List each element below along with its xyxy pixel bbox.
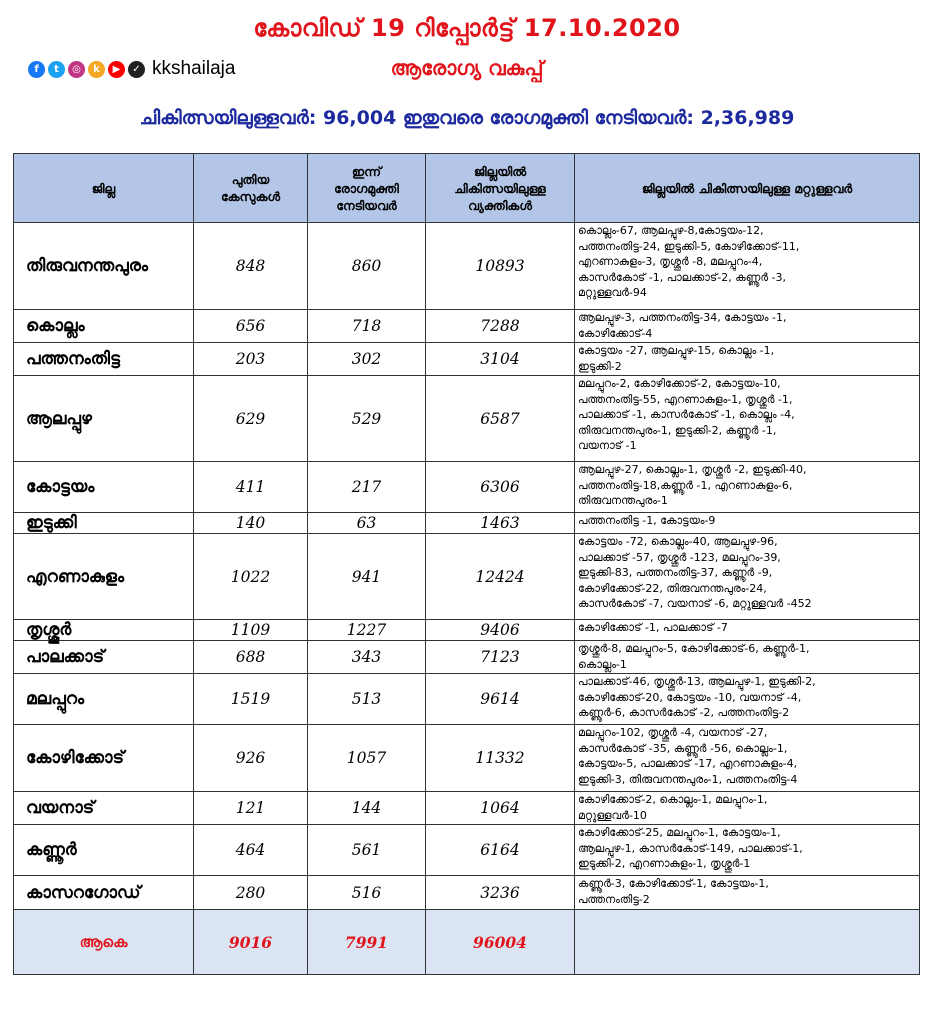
- recovered-value: 941: [308, 534, 426, 620]
- new-cases-value: 203: [194, 343, 308, 376]
- recovered-value: 1057: [308, 725, 426, 792]
- active-value: 7288: [426, 310, 575, 343]
- active-value: 1064: [426, 792, 575, 825]
- facebook-icon[interactable]: f: [28, 61, 45, 78]
- others-line: ഇടുക്കി-83, പത്തനംതിട്ട-37, കണ്ണൂർ -9,: [578, 566, 773, 579]
- others-line: പത്തനംതിട്ട-18,കണ്ണൂർ -1, എറണാകുളം-6,: [578, 478, 793, 492]
- others-line: പാലക്കാട് -57, തൃശ്ശൂർ -123, മലപ്പുറം-39,: [578, 550, 781, 564]
- active-value: 12424: [426, 534, 575, 620]
- others-line: പത്തനംതിട്ട-55, എറണാകുളം-1, തൃശ്ശൂർ -1,: [578, 392, 793, 406]
- recovered-value: 513: [308, 674, 426, 725]
- table-row: [14, 674, 920, 725]
- district-name: വയനാട്: [14, 792, 194, 825]
- others-line: തിരുവനന്തപുരം-1, ഇടുക്കി-2, കണ്ണൂർ -1,: [578, 423, 777, 437]
- new-cases-value: 629: [194, 376, 308, 462]
- others-line: കൊല്ലം-67, ആലപ്പുഴ-8,കോട്ടയം-12,: [578, 224, 764, 237]
- others-line: തിരുവനന്തപുരം-1: [578, 494, 668, 507]
- table-row: [14, 792, 920, 825]
- summary-line: ചികിത്സയിലുള്ളവർ: 96,004 ഇതുവരെ രോഗമുക്തി നേടിയവർ: 2,36,989: [139, 107, 795, 129]
- others-line: കൊല്ലം-1: [578, 657, 627, 671]
- header-recovered: ഇന്ന് രോഗമുക്തി നേടിയവർ: [308, 154, 426, 223]
- others-line: മലപ്പുറം-102, തൃശ്ശൂർ -4, വയനാട് -27,: [578, 726, 768, 739]
- district-name: കോട്ടയം: [14, 462, 194, 513]
- new-cases-value: 121: [194, 792, 308, 825]
- others-cell: [575, 343, 920, 376]
- new-cases-value: 411: [194, 462, 308, 513]
- others-line: കാസർകോട് -1, പാലക്കാട്-2, കണ്ണൂർ -3,: [578, 270, 786, 284]
- others-line: കോഴിക്കോട്-2, കൊല്ലം-1, മലപ്പുറം-1,: [578, 793, 768, 806]
- others-line: കോഴിക്കോട്-25, മലപ്പുറം-1, കോട്ടയം-1,: [578, 826, 781, 839]
- district-name: കൊല്ലം: [14, 310, 194, 343]
- others-line: കണ്ണൂർ-3, കോഴിക്കോട്-1, കോട്ടയം-1,: [578, 877, 769, 890]
- others-line: കാസർകോട് -35, കണ്ണൂർ -56, കൊല്ലം-1,: [578, 741, 788, 755]
- new-cases-value: 280: [194, 876, 308, 910]
- district-name: തിരുവനന്തപുരം: [14, 223, 194, 310]
- others-line: കോഴിക്കോട്-20, കോട്ടയം -10, വയനാട് -4,: [578, 690, 802, 704]
- district-name: കണ്ണൂർ: [14, 825, 194, 876]
- recovered-value: 860: [308, 223, 426, 310]
- header-district: ജില്ല: [14, 154, 194, 223]
- others-line: ആലപ്പുഴ-1, കാസർകോട്-149, പാലക്കാട്-1,: [578, 841, 803, 855]
- district-name: പത്തനംതിട്ട: [14, 343, 194, 376]
- new-cases-value: 1022: [194, 534, 308, 620]
- sharechat-icon[interactable]: ✓: [128, 61, 145, 78]
- district-name: ഇടുക്കി: [14, 513, 194, 534]
- others-line: കോട്ടയം -72, കൊല്ലം-40, ആലപ്പുഴ-96,: [578, 535, 778, 548]
- new-cases-value: 688: [194, 641, 308, 674]
- new-cases-value: 926: [194, 725, 308, 792]
- active-value: 3104: [426, 343, 575, 376]
- others-line: മലപ്പുറം-2, കോഴിക്കോട്-2, കോട്ടയം-10,: [578, 377, 781, 390]
- others-cell: [575, 825, 920, 876]
- others-cell: [575, 620, 920, 641]
- others-line: ഇടുക്കി-2: [578, 359, 622, 373]
- recovered-value: 343: [308, 641, 426, 674]
- active-value: 6164: [426, 825, 575, 876]
- others-line: എറണാകുളം-3, തൃശ്ശൂർ -8, മലപ്പുറം-4,: [578, 255, 763, 268]
- table-body: [14, 223, 920, 975]
- new-cases-value: 464: [194, 825, 308, 876]
- district-name: മലപ്പുറം: [14, 674, 194, 725]
- department-subtitle: ആരോഗ്യ വകുപ്പ്: [390, 56, 544, 80]
- recovered-value: 144: [308, 792, 426, 825]
- others-cell: [575, 376, 920, 462]
- others-line: മറ്റുള്ളവർ-10: [578, 808, 647, 822]
- district-name: പാലക്കാട്: [14, 641, 194, 674]
- others-line: പത്തനംതിട്ട-2: [578, 892, 650, 906]
- others-cell: [575, 310, 920, 343]
- total-row: [14, 910, 920, 975]
- koo-icon[interactable]: k: [88, 61, 105, 78]
- active-value: 6306: [426, 462, 575, 513]
- active-value: 3236: [426, 876, 575, 910]
- district-name: ആലപ്പുഴ: [14, 376, 194, 462]
- others-cell: [575, 223, 920, 310]
- others-line: ഇടുക്കി-3, തിരുവനന്തപുരം-1, പത്തനംതിട്ട-4: [578, 772, 798, 786]
- others-line: കോഴിക്കോട്-4: [578, 326, 653, 340]
- others-line: കാസർകോട് -7, വയനാട് -6, മറ്റുള്ളവർ -452: [578, 597, 812, 610]
- others-line: ആലപ്പുഴ-27, കൊല്ലം-1, തൃശ്ശൂർ -2, ഇടുക്കി-40,: [578, 463, 807, 476]
- new-cases-value: 1109: [194, 620, 308, 641]
- district-name: കോഴിക്കോട്: [14, 725, 194, 792]
- others-cell: [575, 641, 920, 674]
- table-row: [14, 462, 920, 513]
- active-value: 9614: [426, 674, 575, 725]
- table-row: [14, 641, 920, 674]
- recovered-value: 529: [308, 376, 426, 462]
- table-row: [14, 310, 920, 343]
- others-line: പത്തനംതിട്ട-24, ഇടുക്കി-5, കോഴിക്കോട്-11,: [578, 239, 800, 253]
- header-new-cases: പുതിയ കേസുകൾ: [194, 154, 308, 223]
- active-value: 7123: [426, 641, 575, 674]
- others-cell: [575, 462, 920, 513]
- others-cell: [575, 725, 920, 792]
- instagram-icon[interactable]: ◎: [68, 61, 85, 78]
- others-line: കോട്ടയം-5, പാലക്കാട് -17, എറണാകുളം-4,: [578, 757, 798, 770]
- total-new-cases: 9016: [194, 910, 308, 975]
- recovered-value: 1227: [308, 620, 426, 641]
- report-title: കോവിഡ് 19 റിപ്പോർട്ട് 17.10.2020: [253, 14, 681, 42]
- others-line: ആലപ്പുഴ-3, പത്തനംതിട്ട-34, കോട്ടയം -1,: [578, 311, 787, 324]
- recovered-value: 516: [308, 876, 426, 910]
- others-line: മറ്റുള്ളവർ-94: [578, 286, 647, 299]
- recovered-value: 718: [308, 310, 426, 343]
- recovered-value: 302: [308, 343, 426, 376]
- table-row: [14, 725, 920, 792]
- others-line: ഇടുക്കി-2, എറണാകുളം-1, തൃശ്ശൂർ-1: [578, 857, 751, 870]
- others-line: പാലക്കാട്-46, തൃശ്ശൂർ-13, ആലപ്പുഴ-1, ഇടുക്കി-2,: [578, 675, 816, 688]
- others-line: കോഴിക്കോട് -1, പാലക്കാട് -7: [578, 621, 728, 634]
- active-value: 1463: [426, 513, 575, 534]
- new-cases-value: 656: [194, 310, 308, 343]
- table-row: [14, 876, 920, 910]
- district-name: കാസറഗോഡ്: [14, 876, 194, 910]
- others-line: കോട്ടയം -27, ആലപ്പുഴ-15, കൊല്ലം -1,: [578, 344, 775, 357]
- others-line: പത്തനംതിട്ട -1, കോട്ടയം-9: [578, 514, 716, 527]
- recovered-value: 63: [308, 513, 426, 534]
- others-cell: [575, 534, 920, 620]
- others-cell: [575, 876, 920, 910]
- active-value: 9406: [426, 620, 575, 641]
- new-cases-value: 848: [194, 223, 308, 310]
- table-row: [14, 534, 920, 620]
- total-recovered: 7991: [308, 910, 426, 975]
- active-value: 10893: [426, 223, 575, 310]
- total-label: ആകെ: [14, 910, 194, 975]
- table-header-row: [14, 154, 920, 223]
- table-row: [14, 620, 920, 641]
- district-name: തൃശ്ശൂർ: [14, 620, 194, 641]
- active-value: 11332: [426, 725, 575, 792]
- table-row: [14, 223, 920, 310]
- table-row: [14, 513, 920, 534]
- others-cell: [575, 792, 920, 825]
- others-line: കണ്ണൂർ-6, കാസർകോട് -2, പത്തനംതിട്ട-2: [578, 706, 790, 719]
- header-active: ജില്ലയിൽ ചികിത്സയിലുള്ള വ്യക്തികൾ: [426, 154, 575, 223]
- total-others-empty: [575, 910, 920, 975]
- others-line: തൃശ്ശൂർ-8, മലപ്പുറം-5, കോഴിക്കോട്-6, കണ്ണൂർ-1,: [578, 642, 810, 655]
- district-name: എറണാകുളം: [14, 534, 194, 620]
- youtube-icon[interactable]: ▶: [108, 61, 125, 78]
- others-line: കോഴിക്കോട്-22, തിരുവനന്തപുരം-24,: [578, 581, 767, 595]
- table-row: [14, 376, 920, 462]
- active-value: 6587: [426, 376, 575, 462]
- others-cell: [575, 674, 920, 725]
- table-row: [14, 343, 920, 376]
- others-cell: [575, 513, 920, 534]
- recovered-value: 561: [308, 825, 426, 876]
- recovered-value: 217: [308, 462, 426, 513]
- header-others: ജില്ലയിൽ ചികിത്സയിലുള്ള മറ്റുള്ളവർ: [575, 154, 920, 223]
- new-cases-value: 140: [194, 513, 308, 534]
- new-cases-value: 1519: [194, 674, 308, 725]
- others-line: വയനാട് -1: [578, 439, 637, 452]
- table-row: [14, 825, 920, 876]
- total-active: 96004: [426, 910, 575, 975]
- district-table: [13, 153, 920, 975]
- others-line: പാലക്കാട് -1, കാസർകോട് -1, കൊല്ലം -4,: [578, 408, 795, 421]
- twitter-icon[interactable]: t: [48, 61, 65, 78]
- social-handle: kkshailaja: [152, 58, 236, 79]
